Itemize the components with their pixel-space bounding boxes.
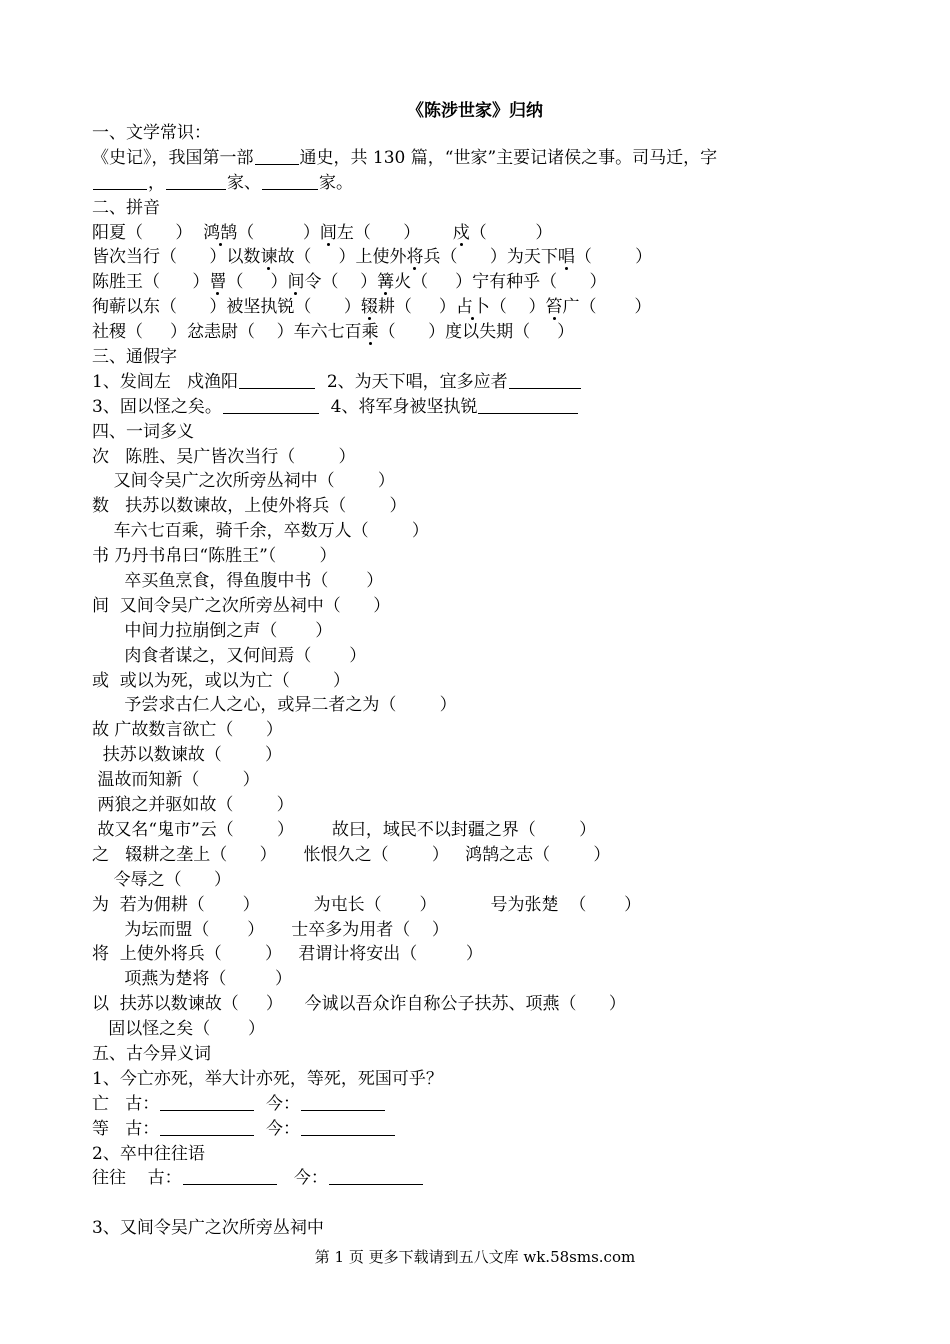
polysemy-line: 将 上使外将兵（ ） 君谓计将安出（ ） — [92, 944, 483, 965]
meaning-word-deng — [92, 1117, 852, 1142]
meaning-question-1: 1、今亡亦死，举大计亦死，等死，死国可乎？ — [92, 1068, 443, 1089]
text: 3、固以怪之矣。 — [92, 396, 222, 417]
section-heading-pinyin: 二、拼音 — [92, 197, 160, 218]
text: 广（ ） — [562, 297, 652, 318]
fill-blank — [301, 1119, 395, 1136]
polysemy-line: 车六七百乘，骑千余，卒数万人（ ） — [92, 521, 429, 542]
text: 通史，共 130 篇，“世家”主要记诸侯之事。司马迁，字 — [299, 147, 718, 168]
polysemy-line: 为 若为佣耕（ ） 为屯长（ ） 号为张楚 （ ） — [92, 894, 642, 915]
text: （ ）度以失期（ ） — [378, 322, 575, 343]
fill-blank — [255, 148, 299, 165]
section-heading-literature: 一、文学常识： — [92, 123, 211, 143]
dotted-char: 唱 — [557, 247, 575, 268]
text: 以数 — [226, 247, 261, 268]
text: 令（ ） — [304, 272, 378, 293]
fill-blank — [166, 173, 226, 190]
pinyin-row-5 — [92, 320, 852, 345]
text: 家。 — [319, 172, 353, 193]
polysemy-line: 令辱之（ ） — [92, 869, 232, 890]
dotted-char: 罾 — [209, 272, 227, 293]
meaning-question-3: 3、又间令吴广之次所旁丛祠中 — [92, 1218, 324, 1239]
pinyin-row-1 — [92, 221, 852, 246]
fill-blank — [223, 397, 319, 414]
polysemy-line: 又间令吴广之次所旁丛祠中（ ） — [92, 471, 395, 492]
meaning-question-2: 2、卒中往往语 — [92, 1143, 205, 1164]
dotted-char: 间 — [287, 272, 305, 293]
text: （ ） — [469, 222, 553, 243]
polysemy-line: 扶苏以数谏故（ ） — [92, 745, 283, 766]
dotted-char: 闾 — [319, 222, 337, 243]
text: 社稷（ ）忿恚尉（ ）车六七百 — [92, 322, 362, 343]
text: 今： — [277, 1168, 328, 1189]
text: 兵（ ）为天下 — [423, 247, 558, 268]
fill-blank — [93, 173, 147, 190]
tongjiazi-line-2 — [92, 395, 852, 420]
polysemy-line: 书 乃丹书帛曰“陈胜王”（ ） — [92, 546, 337, 567]
dotted-char: 占卜 — [455, 297, 490, 318]
fill-blank — [160, 1094, 254, 1111]
fill-blank — [262, 173, 318, 190]
pinyin-row-2 — [92, 245, 852, 270]
text: （ ） — [226, 272, 288, 293]
text: 今： — [255, 1093, 301, 1114]
polysemy-line: 肉食者谋之，又何间焉（ ） — [92, 645, 367, 666]
dotted-char: 戍 — [452, 222, 470, 243]
document-body — [92, 121, 852, 1241]
text: 等 古： — [92, 1118, 160, 1139]
text: 火（ ）宁有种乎（ ） — [394, 272, 607, 293]
fill-blank — [509, 372, 581, 389]
dotted-char: 篝 — [377, 272, 395, 293]
polysemy-line: 卒买鱼烹食，得鱼腹中书（ ） — [92, 571, 384, 592]
polysemy-line: 予尝求古仁人之心，或异二者之为（ ） — [92, 695, 457, 716]
dotted-char: 笞 — [545, 297, 563, 318]
meaning-word-wang — [92, 1092, 852, 1117]
pinyin-row-4 — [92, 295, 852, 320]
text: 《史记》，我国第一部 — [92, 147, 254, 168]
polysemy-line: 间 又间令吴广之次所旁丛祠中（ ） — [92, 595, 391, 616]
polysemy-line: 或 或以为死，或以为亡（ ） — [92, 670, 351, 691]
page-footer: 第 1 页 更多下载请到五八文库 wk.58sms.com — [314, 1248, 636, 1266]
text: ， — [148, 172, 165, 193]
text: （ ） — [574, 247, 653, 268]
fill-blank — [478, 397, 578, 414]
polysemy-line: 温故而知新（ ） — [92, 770, 260, 791]
dotted-char: 辍 — [360, 297, 378, 318]
literature-line-2 — [92, 171, 852, 196]
dotted-char: 将 — [406, 247, 424, 268]
fill-blank — [160, 1119, 254, 1136]
text: 1、发闾左 戍渔阳 — [92, 371, 239, 392]
text: 皆次当行（ ） — [92, 247, 227, 268]
polysemy-line: 故又名“鬼市”云（ ） 故曰，域民不以封疆之界（ ） — [92, 819, 597, 840]
polysemy-line: 项燕为楚将（ ） — [92, 969, 293, 990]
section-heading-meaning-change: 五、古今异义词 — [92, 1043, 211, 1064]
fill-blank — [183, 1168, 277, 1185]
text: 家、 — [227, 172, 261, 193]
page-title: 《陈涉世家》归纳 — [407, 101, 543, 121]
empty-line — [92, 1191, 852, 1216]
polysemy-line: 固以怪之矣（ ） — [92, 1019, 266, 1040]
section-heading-tongjiazi: 三、通假字 — [92, 347, 177, 368]
polysemy-line: 以 扶苏以数谏故（ ） 今诚以吾众诈自称公子扶苏、项燕（ ） — [92, 994, 626, 1015]
pinyin-row-3 — [92, 270, 852, 295]
meaning-word-wangwang — [92, 1166, 852, 1191]
text: 耕（ ） — [377, 297, 456, 318]
text: （ ） — [489, 297, 546, 318]
text: （ ） — [237, 222, 320, 243]
polysemy-line: 两狼之并驱如故（ ） — [92, 795, 294, 816]
dotted-char: 乘 — [361, 322, 379, 343]
polysemy-line: 数 扶苏以数谏故，上使外将兵（ ） — [92, 496, 407, 517]
text: 上使外 — [355, 247, 407, 268]
fill-blank — [329, 1168, 423, 1185]
polysemy-line: 次 陈胜、吴广皆次当行（ ） — [92, 446, 356, 467]
polysemy-line: 之 辍耕之垄上（ ） 怅恨久之（ ） 鸿鹄之志（ ） — [92, 844, 611, 865]
text: 阳夏（ ） — [92, 222, 204, 243]
polysemy-line: 为坛而盟（ ） 士卒多为用者（ ） — [92, 919, 449, 940]
literature-line-1 — [92, 146, 852, 171]
text: 左（ ） — [336, 222, 453, 243]
fill-blank — [239, 372, 315, 389]
text: 陈胜王（ ） — [92, 272, 210, 293]
fill-blank — [301, 1094, 385, 1111]
tongjiazi-line-1 — [92, 370, 852, 395]
polysemy-line: 中间力拉崩倒之声（ ） — [92, 620, 333, 641]
text: 往往 古： — [92, 1168, 182, 1189]
section-heading-polysemy: 四、一词多义 — [92, 421, 194, 442]
text: 今： — [255, 1118, 301, 1139]
text: 2、为天下唱，宜多应者 — [316, 371, 508, 392]
dotted-char: 谏 — [260, 247, 278, 268]
text: 4、将军身被坚执锐 — [319, 396, 478, 417]
text: 故（ ） — [277, 247, 356, 268]
dotted-char: 鸿鹄 — [203, 222, 238, 243]
text: 徇蕲以东（ ）被坚执锐（ ） — [92, 297, 361, 318]
text: 亡 古： — [92, 1093, 160, 1114]
polysemy-line: 故 广故数言欲亡（ ） — [92, 720, 283, 741]
